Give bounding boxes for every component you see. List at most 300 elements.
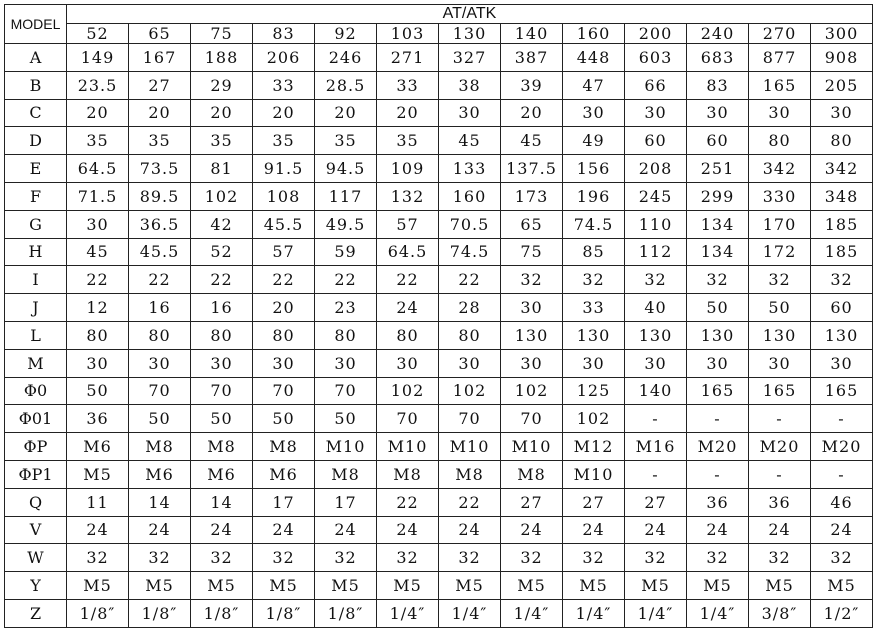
table-cell: M6	[253, 460, 315, 488]
table-cell: 50	[191, 405, 253, 433]
table-cell: 71.5	[67, 182, 129, 210]
row-label: M	[5, 349, 67, 377]
table-cell: 165	[811, 377, 873, 405]
table-cell: 30	[749, 99, 811, 127]
size-header-cell: 270	[749, 24, 811, 44]
table-cell: 70	[315, 377, 377, 405]
size-header-cell: 103	[377, 24, 439, 44]
table-cell: M10	[315, 433, 377, 461]
table-cell: 130	[749, 321, 811, 349]
table-cell: M6	[67, 433, 129, 461]
table-cell: M5	[811, 572, 873, 600]
table-cell: 28	[439, 294, 501, 322]
table-cell: 23.5	[67, 71, 129, 99]
row-label: Z	[5, 599, 67, 627]
table-cell: 35	[67, 127, 129, 155]
table-cell: 24	[377, 516, 439, 544]
table-cell: 130	[625, 321, 687, 349]
table-cell: 46	[811, 488, 873, 516]
series-group-header: AT/ATK	[67, 5, 873, 24]
table-cell: M5	[377, 572, 439, 600]
table-cell: 1/8″	[191, 599, 253, 627]
table-cell: 36.5	[129, 210, 191, 238]
table-cell: 65	[501, 210, 563, 238]
table-cell: M10	[439, 433, 501, 461]
table-cell: 170	[749, 210, 811, 238]
table-cell: 33	[377, 71, 439, 99]
table-cell: 30	[253, 349, 315, 377]
table-cell: M6	[129, 460, 191, 488]
table-row	[5, 238, 873, 266]
table-cell: -	[811, 460, 873, 488]
size-header-cell: 92	[315, 24, 377, 44]
table-cell: 83	[687, 71, 749, 99]
table-cell: 208	[625, 155, 687, 183]
table-cell: 70	[191, 377, 253, 405]
table-cell: 80	[749, 127, 811, 155]
table-cell: 130	[687, 321, 749, 349]
table-cell: 125	[563, 377, 625, 405]
table-cell: 30	[315, 349, 377, 377]
table-cell: 30	[501, 349, 563, 377]
table-cell: 33	[253, 71, 315, 99]
table-cell: 32	[191, 544, 253, 572]
table-cell: 45	[439, 127, 501, 155]
table-cell: 134	[687, 210, 749, 238]
table-cell: 50	[253, 405, 315, 433]
table-cell: M8	[501, 460, 563, 488]
table-row	[5, 210, 873, 238]
table-cell: 11	[67, 488, 129, 516]
table-cell: 185	[811, 238, 873, 266]
row-label: V	[5, 516, 67, 544]
table-cell: 130	[563, 321, 625, 349]
table-cell: 80	[315, 321, 377, 349]
table-cell: 246	[315, 44, 377, 72]
table-cell: -	[749, 405, 811, 433]
table-row	[5, 349, 873, 377]
table-cell: 80	[129, 321, 191, 349]
table-cell: 35	[315, 127, 377, 155]
table-cell: 73.5	[129, 155, 191, 183]
table-cell: M5	[439, 572, 501, 600]
table-cell: 24	[315, 516, 377, 544]
table-cell: 165	[687, 377, 749, 405]
table-cell: 24	[811, 516, 873, 544]
model-column-header: MODEL	[5, 5, 67, 44]
table-cell: 30	[563, 99, 625, 127]
table-cell: 20	[129, 99, 191, 127]
table-cell: 50	[749, 294, 811, 322]
table-cell: 271	[377, 44, 439, 72]
table-cell: 60	[811, 294, 873, 322]
table-cell: 24	[191, 516, 253, 544]
row-label: F	[5, 182, 67, 210]
row-label: Φ0	[5, 377, 67, 405]
table-cell: M10	[501, 433, 563, 461]
table-cell: 30	[377, 349, 439, 377]
table-cell: -	[687, 405, 749, 433]
table-cell: 327	[439, 44, 501, 72]
table-cell: 24	[67, 516, 129, 544]
table-cell: 24	[377, 294, 439, 322]
table-cell: 20	[501, 99, 563, 127]
table-cell: 173	[501, 182, 563, 210]
table-cell: M5	[191, 572, 253, 600]
table-cell: 23	[315, 294, 377, 322]
table-cell: 36	[67, 405, 129, 433]
table-cell: 81	[191, 155, 253, 183]
table-cell: 20	[377, 99, 439, 127]
table-cell: 74.5	[439, 238, 501, 266]
table-cell: 245	[625, 182, 687, 210]
table-cell: 14	[191, 488, 253, 516]
table-cell: 24	[253, 516, 315, 544]
table-cell: 102	[563, 405, 625, 433]
table-cell: 1/8″	[67, 599, 129, 627]
table-cell: 22	[377, 488, 439, 516]
table-cell: M5	[253, 572, 315, 600]
table-cell: 32	[625, 266, 687, 294]
table-cell: 74.5	[563, 210, 625, 238]
table-cell: 130	[811, 321, 873, 349]
table-cell: 24	[749, 516, 811, 544]
table-cell: 1/2″	[811, 599, 873, 627]
table-cell: 66	[625, 71, 687, 99]
row-label: J	[5, 294, 67, 322]
table-row	[5, 71, 873, 99]
table-cell: 299	[687, 182, 749, 210]
table-cell: 27	[501, 488, 563, 516]
table-cell: 22	[315, 266, 377, 294]
table-cell: M6	[191, 460, 253, 488]
table-cell: 20	[253, 99, 315, 127]
size-header-cell: 75	[191, 24, 253, 44]
table-row	[5, 155, 873, 183]
table-cell: 42	[191, 210, 253, 238]
table-cell: 342	[749, 155, 811, 183]
size-header-row	[5, 24, 873, 44]
dimension-table	[4, 4, 873, 628]
size-header-cell: 200	[625, 24, 687, 44]
table-cell: 206	[253, 44, 315, 72]
table-cell: 94.5	[315, 155, 377, 183]
table-cell: 70	[377, 405, 439, 433]
table-cell: 35	[377, 127, 439, 155]
table-cell: 1/4″	[687, 599, 749, 627]
table-cell: 188	[191, 44, 253, 72]
table-cell: 27	[563, 488, 625, 516]
table-cell: 49.5	[315, 210, 377, 238]
table-cell: 50	[315, 405, 377, 433]
table-cell: 32	[253, 544, 315, 572]
table-cell: 108	[253, 182, 315, 210]
table-cell: 30	[811, 99, 873, 127]
table-cell: 40	[625, 294, 687, 322]
table-cell: M20	[687, 433, 749, 461]
table-cell: 24	[129, 516, 191, 544]
table-cell: M12	[563, 433, 625, 461]
table-cell: 30	[439, 349, 501, 377]
table-cell: -	[749, 460, 811, 488]
table-cell: 60	[625, 127, 687, 155]
table-row	[5, 544, 873, 572]
table-cell: 167	[129, 44, 191, 72]
table-cell: 32	[377, 544, 439, 572]
table-cell: 22	[67, 266, 129, 294]
size-header-cell: 240	[687, 24, 749, 44]
table-cell: 32	[501, 266, 563, 294]
table-cell: 156	[563, 155, 625, 183]
table-cell: 32	[129, 544, 191, 572]
row-label: Φ01	[5, 405, 67, 433]
table-row	[5, 599, 873, 627]
table-cell: 109	[377, 155, 439, 183]
table-cell: 603	[625, 44, 687, 72]
table-cell: 70	[129, 377, 191, 405]
row-label: I	[5, 266, 67, 294]
table-cell: 30	[67, 210, 129, 238]
table-cell: 35	[191, 127, 253, 155]
table-cell: 70	[253, 377, 315, 405]
table-cell: 1/8″	[315, 599, 377, 627]
row-label: H	[5, 238, 67, 266]
size-header-cell: 83	[253, 24, 315, 44]
table-cell: -	[811, 405, 873, 433]
table-cell: 1/4″	[625, 599, 687, 627]
table-cell: M5	[315, 572, 377, 600]
table-cell: 70	[439, 405, 501, 433]
table-row	[5, 266, 873, 294]
table-cell: 32	[811, 266, 873, 294]
table-cell: 45.5	[129, 238, 191, 266]
table-cell: 185	[811, 210, 873, 238]
table-cell: 1/4″	[377, 599, 439, 627]
table-cell: 102	[191, 182, 253, 210]
table-cell: 35	[253, 127, 315, 155]
table-cell: M10	[563, 460, 625, 488]
table-cell: M5	[129, 572, 191, 600]
table-row	[5, 182, 873, 210]
table-cell: 22	[129, 266, 191, 294]
table-cell: 348	[811, 182, 873, 210]
table-cell: 30	[563, 349, 625, 377]
table-cell: 32	[625, 544, 687, 572]
table-cell: 22	[253, 266, 315, 294]
table-cell: M8	[377, 460, 439, 488]
table-cell: 24	[501, 516, 563, 544]
table-cell: 57	[253, 238, 315, 266]
table-cell: 1/8″	[253, 599, 315, 627]
table-cell: 30	[501, 294, 563, 322]
table-cell: 30	[749, 349, 811, 377]
row-label: W	[5, 544, 67, 572]
table-cell: 20	[67, 99, 129, 127]
table-cell: 149	[67, 44, 129, 72]
table-cell: 165	[749, 71, 811, 99]
table-cell: 32	[749, 266, 811, 294]
table-cell: 22	[191, 266, 253, 294]
table-row	[5, 405, 873, 433]
table-cell: M5	[625, 572, 687, 600]
table-cell: 47	[563, 71, 625, 99]
table-cell: 80	[439, 321, 501, 349]
table-cell: 85	[563, 238, 625, 266]
row-label: Y	[5, 572, 67, 600]
table-cell: 132	[377, 182, 439, 210]
table-cell: 16	[191, 294, 253, 322]
table-row	[5, 127, 873, 155]
table-cell: 32	[749, 544, 811, 572]
table-cell: 64.5	[377, 238, 439, 266]
table-cell: 39	[501, 71, 563, 99]
table-cell: M5	[67, 572, 129, 600]
table-cell: 70	[501, 405, 563, 433]
table-cell: 32	[501, 544, 563, 572]
table-cell: 102	[439, 377, 501, 405]
table-cell: 134	[687, 238, 749, 266]
table-cell: 33	[563, 294, 625, 322]
table-cell: 30	[439, 99, 501, 127]
table-cell: 64.5	[67, 155, 129, 183]
table-cell: 32	[687, 266, 749, 294]
table-cell: 137.5	[501, 155, 563, 183]
table-cell: 17	[315, 488, 377, 516]
table-cell: M5	[67, 460, 129, 488]
table-cell: M8	[191, 433, 253, 461]
table-cell: 1/4″	[439, 599, 501, 627]
table-row	[5, 377, 873, 405]
table-cell: 32	[315, 544, 377, 572]
table-row	[5, 294, 873, 322]
row-label: A	[5, 44, 67, 72]
table-cell: 24	[687, 516, 749, 544]
row-label: B	[5, 71, 67, 99]
table-cell: 38	[439, 71, 501, 99]
row-label: D	[5, 127, 67, 155]
table-cell: 908	[811, 44, 873, 72]
table-cell: M20	[749, 433, 811, 461]
table-cell: 133	[439, 155, 501, 183]
table-row	[5, 321, 873, 349]
table-cell: 22	[377, 266, 439, 294]
table-cell: M8	[129, 433, 191, 461]
table-cell: -	[687, 460, 749, 488]
table-cell: 22	[439, 488, 501, 516]
table-cell: 30	[687, 349, 749, 377]
table-cell: 117	[315, 182, 377, 210]
table-cell: 89.5	[129, 182, 191, 210]
table-cell: 17	[253, 488, 315, 516]
table-cell: 45	[501, 127, 563, 155]
table-cell: M5	[687, 572, 749, 600]
table-cell: 32	[67, 544, 129, 572]
table-cell: 196	[563, 182, 625, 210]
table-cell: 12	[67, 294, 129, 322]
table-cell: 27	[129, 71, 191, 99]
table-cell: 80	[191, 321, 253, 349]
table-cell: M8	[253, 433, 315, 461]
table-cell: 28.5	[315, 71, 377, 99]
table-cell: 24	[439, 516, 501, 544]
table-cell: 45	[67, 238, 129, 266]
table-cell: M10	[377, 433, 439, 461]
table-cell: 35	[129, 127, 191, 155]
table-cell: 70.5	[439, 210, 501, 238]
table-cell: 251	[687, 155, 749, 183]
table-cell: M8	[439, 460, 501, 488]
row-label: Q	[5, 488, 67, 516]
table-cell: 32	[439, 544, 501, 572]
table-cell: 80	[253, 321, 315, 349]
row-label: L	[5, 321, 67, 349]
table-cell: 20	[191, 99, 253, 127]
table-cell: 36	[687, 488, 749, 516]
table-cell: 1/4″	[501, 599, 563, 627]
table-cell: 1/8″	[129, 599, 191, 627]
row-label: ΦP1	[5, 460, 67, 488]
row-label: E	[5, 155, 67, 183]
table-cell: 387	[501, 44, 563, 72]
table-cell: 80	[811, 127, 873, 155]
table-cell: -	[625, 405, 687, 433]
table-cell: 80	[377, 321, 439, 349]
size-header-cell: 65	[129, 24, 191, 44]
table-cell: 140	[625, 377, 687, 405]
table-row	[5, 44, 873, 72]
table-row	[5, 572, 873, 600]
table-cell: 30	[129, 349, 191, 377]
table-cell: 683	[687, 44, 749, 72]
table-cell: 24	[563, 516, 625, 544]
table-cell: 14	[129, 488, 191, 516]
table-cell: 32	[811, 544, 873, 572]
table-row	[5, 516, 873, 544]
row-label: C	[5, 99, 67, 127]
table-cell: M5	[749, 572, 811, 600]
table-cell: 20	[253, 294, 315, 322]
table-cell: 50	[129, 405, 191, 433]
table-row	[5, 460, 873, 488]
table-cell: 342	[811, 155, 873, 183]
table-cell: 102	[501, 377, 563, 405]
table-cell: M5	[563, 572, 625, 600]
table-cell: 29	[191, 71, 253, 99]
row-label: ΦP	[5, 433, 67, 461]
table-cell: 165	[749, 377, 811, 405]
table-cell: 330	[749, 182, 811, 210]
table-cell: -	[625, 460, 687, 488]
table-cell: 45.5	[253, 210, 315, 238]
table-cell: 20	[315, 99, 377, 127]
table-cell: 1/4″	[563, 599, 625, 627]
table-row	[5, 99, 873, 127]
table-cell: 27	[625, 488, 687, 516]
size-header-cell: 300	[811, 24, 873, 44]
table-cell: 32	[687, 544, 749, 572]
table-cell: 59	[315, 238, 377, 266]
table-cell: 30	[811, 349, 873, 377]
size-header-cell: 140	[501, 24, 563, 44]
table-cell: 32	[563, 266, 625, 294]
size-header-cell: 130	[439, 24, 501, 44]
table-body	[5, 44, 873, 628]
size-header-cell: 52	[67, 24, 129, 44]
table-cell: M16	[625, 433, 687, 461]
table-cell: 60	[687, 127, 749, 155]
table-cell: M8	[315, 460, 377, 488]
table-cell: 205	[811, 71, 873, 99]
